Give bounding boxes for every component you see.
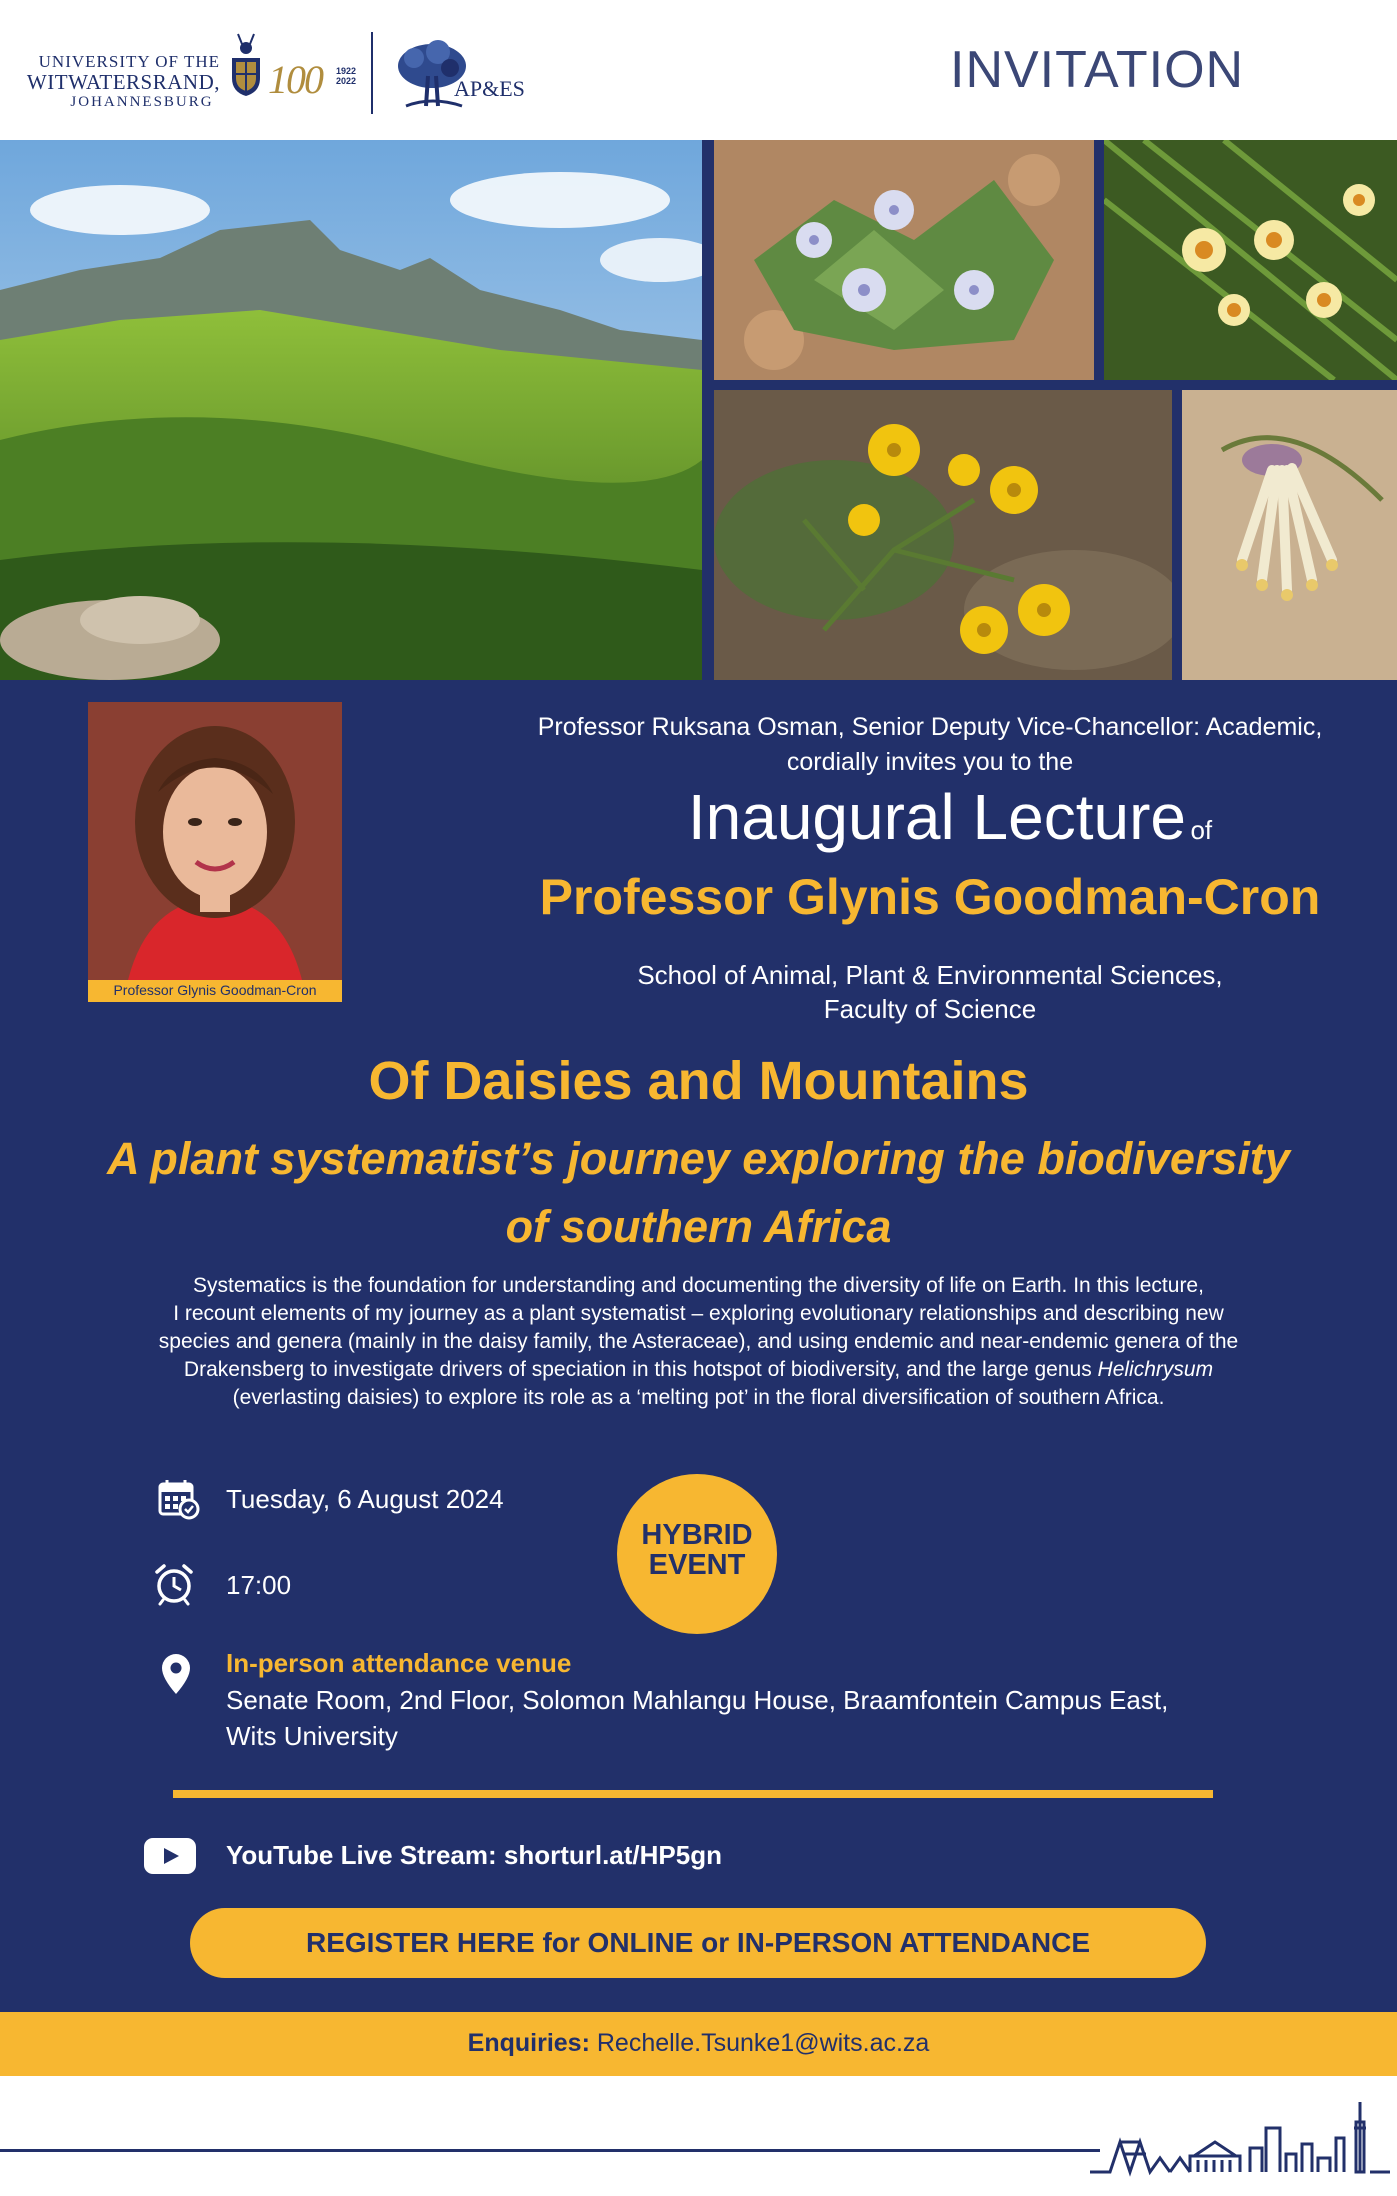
invite-intro: Professor Ruksana Osman, Senior Deputy Vice-Chancellor: Academic, cordially invites you to the [537,713,1323,776]
enquiries-bar [0,2012,1397,2076]
calendar-icon [156,1476,200,1520]
invitation-heading: INVITATION [950,41,1245,99]
event-time: 17:00 [226,1570,292,1600]
enquiries-email[interactable]: Rechelle.Tsunke1@wits.ac.za [596,2029,930,2057]
register-button-label: REGISTER HERE for ONLINE or IN-PERSON ATTENDANCE [305,1927,1091,1958]
lecture-title: Inaugural Lecture [687,781,1186,853]
event-date: Tuesday, 6 August 2024 [226,1484,504,1514]
centenary-years: 1922 2022 [336,66,357,86]
header [0,0,1397,140]
location-pin-icon [154,1652,198,1696]
yellow-daisy-photo [1104,140,1397,380]
speaker-portrait [88,702,342,980]
venue-label: In-person attendance venue [226,1648,572,1678]
youtube-icon[interactable] [144,1838,196,1874]
apes-logo [392,36,542,116]
header-divider [371,32,373,114]
youtube-stream-link[interactable]: YouTube Live Stream: shorturl.at/HP5gn [226,1840,722,1870]
wits-logo-text [24,52,220,112]
invitation-body [0,680,1397,2012]
drakensberg-mountain-photo [0,140,702,680]
footer-line [0,2149,1100,2152]
venue-address: Senate Room, 2nd Floor, Solomon Mahlangu House, Braamfontein Campus East, Wits University [226,1685,1169,1751]
wits-crest-icon [228,30,264,98]
white-drooping-flower-photo [1182,390,1397,680]
hybrid-event-badge: HYBRID EVENT [617,1474,777,1634]
portrait-caption: Professor Glynis Goodman-Cron [113,982,317,998]
faculty-line: Faculty of Science [823,994,1037,1024]
university-line2: WITWATERSRAND, [26,70,220,94]
apes-logo-text: AP&ES [454,76,525,101]
blue-flower-photo [714,140,1094,380]
lecture-heading [600,780,1300,854]
talk-subtitle: A plant systematist’s journey exploring the biodiversity of southern Africa [107,1133,1290,1252]
section-divider [173,1790,1213,1798]
enquiries-label: Enquiries: [467,2029,590,2057]
professor-name: Professor Glynis Goodman-Cron [539,869,1321,925]
city-skyline-icon [1090,2098,1390,2188]
yellow-star-flower-photo [714,390,1172,680]
portrait-frame [88,702,342,1002]
centenary-logo: 100 [268,57,322,102]
university-line1: UNIVERSITY OF THE [38,52,220,71]
talk-title: Of Daisies and Mountains [368,1051,1029,1111]
school-line: School of Animal, Plant & Environmental Sciences, [637,960,1223,990]
footer [0,2076,1397,2196]
university-line3: JOHANNESBURG [70,94,214,110]
genus-name: Helichrysum [1097,1358,1214,1381]
register-button[interactable] [190,1908,1206,1978]
lecture-abstract: Systematics is the foundation for understanding and documenting the diversity of life on Earth. In this lecture, I recount elements of my journey as a plant systematist – exploring evolutionary relationships and describing new species and genera (mainly in the daisy family, the Asteraceae), and using endemic and near-endemic genera of the Drakensberg to investigate drivers of speciation in this hotspot of biodiversity, and the large genus Helichrysum (everlasting daisies) to explore its role as a ‘melting pot’ in the floral diversification of southern Africa. [158,1274,1239,1409]
lecture-of: of [1190,815,1213,845]
alarm-clock-icon [152,1562,196,1606]
photo-collage [0,140,1397,680]
school-faculty [560,958,1300,1026]
